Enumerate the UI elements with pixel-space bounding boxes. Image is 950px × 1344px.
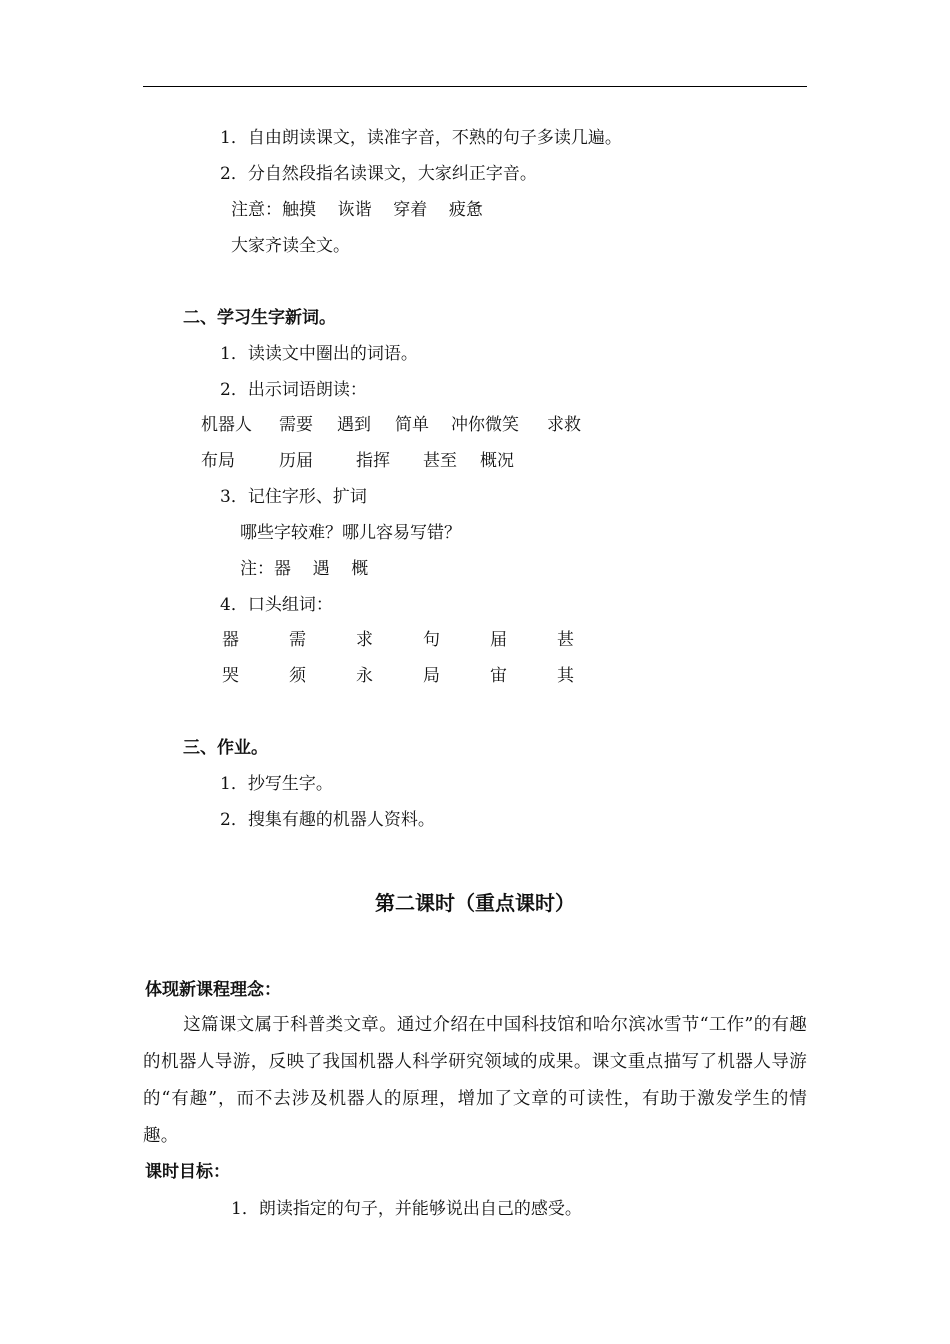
goal-item-1: 1．朗读指定的句子，并能够说出自己的感受。	[231, 1199, 582, 1219]
new-words-step-4: 4．口头组词：	[220, 595, 333, 615]
character: 宙	[490, 666, 507, 686]
read-all-instruction: 大家齐读全文。	[231, 236, 350, 256]
character: 甚	[557, 630, 574, 650]
difficult-characters-note: 注：器 遇 概	[240, 559, 369, 579]
vocabulary-word: 概况	[480, 451, 514, 471]
vocabulary-word: 历届	[279, 451, 313, 471]
new-words-step-2: 2．出示词语朗读：	[220, 380, 367, 400]
vocabulary-word: 冲你微笑	[451, 415, 519, 435]
concept-paragraph: 这篇课文属于科普类文章。通过介绍在中国科技馆和哈尔滨冰雪节“工作”的有趣的机器人导游，反映了我国机器人科学研究领域的成果。课文重点描写了机器人导游的“有趣”，而不去涉及机器人的原理，增加了文章的可读性，有助于激发学生的情趣。	[143, 1015, 807, 1146]
new-words-step-1: 1．读读文中圈出的词语。	[220, 344, 418, 364]
section-heading-new-words: 二、学习生字新词。	[183, 308, 336, 328]
character: 届	[490, 630, 507, 650]
header-rule	[143, 86, 807, 87]
vocabulary-word: 简单	[395, 415, 429, 435]
character: 句	[423, 630, 440, 650]
vocabulary-word: 需要	[279, 415, 313, 435]
read-step-1: 1．自由朗读课文，读准字音，不熟的句子多读几遍。	[220, 128, 622, 148]
character: 须	[289, 666, 306, 686]
character: 其	[557, 666, 574, 686]
new-words-step-3: 3．记住字形、扩词	[220, 487, 367, 507]
homework-item-2: 2．搜集有趣的机器人资料。	[220, 810, 435, 830]
homework-item-1: 1．抄写生字。	[220, 774, 333, 794]
character: 器	[222, 630, 239, 650]
vocabulary-word: 布局	[201, 451, 235, 471]
pronunciation-note: 注意：触摸 诙谐 穿着 疲惫	[231, 200, 483, 220]
vocabulary-word: 机器人	[201, 415, 252, 435]
concept-heading: 体现新课程理念：	[145, 980, 281, 1000]
vocabulary-word: 遇到	[337, 415, 371, 435]
character: 局	[423, 666, 440, 686]
goals-heading: 课时目标：	[145, 1162, 230, 1182]
character: 求	[356, 630, 373, 650]
vocabulary-word: 甚至	[423, 451, 457, 471]
difficult-characters-question: 哪些字较难？哪儿容易写错？	[240, 523, 461, 543]
vocabulary-word: 求救	[547, 415, 581, 435]
character: 需	[289, 630, 306, 650]
character: 永	[356, 666, 373, 686]
section-heading-homework: 三、作业。	[183, 738, 268, 758]
vocabulary-word: 指挥	[356, 451, 390, 471]
lesson-title: 第二课时（重点课时）	[375, 891, 575, 915]
character: 哭	[222, 666, 239, 686]
read-step-2: 2．分自然段指名读课文，大家纠正字音。	[220, 164, 537, 184]
